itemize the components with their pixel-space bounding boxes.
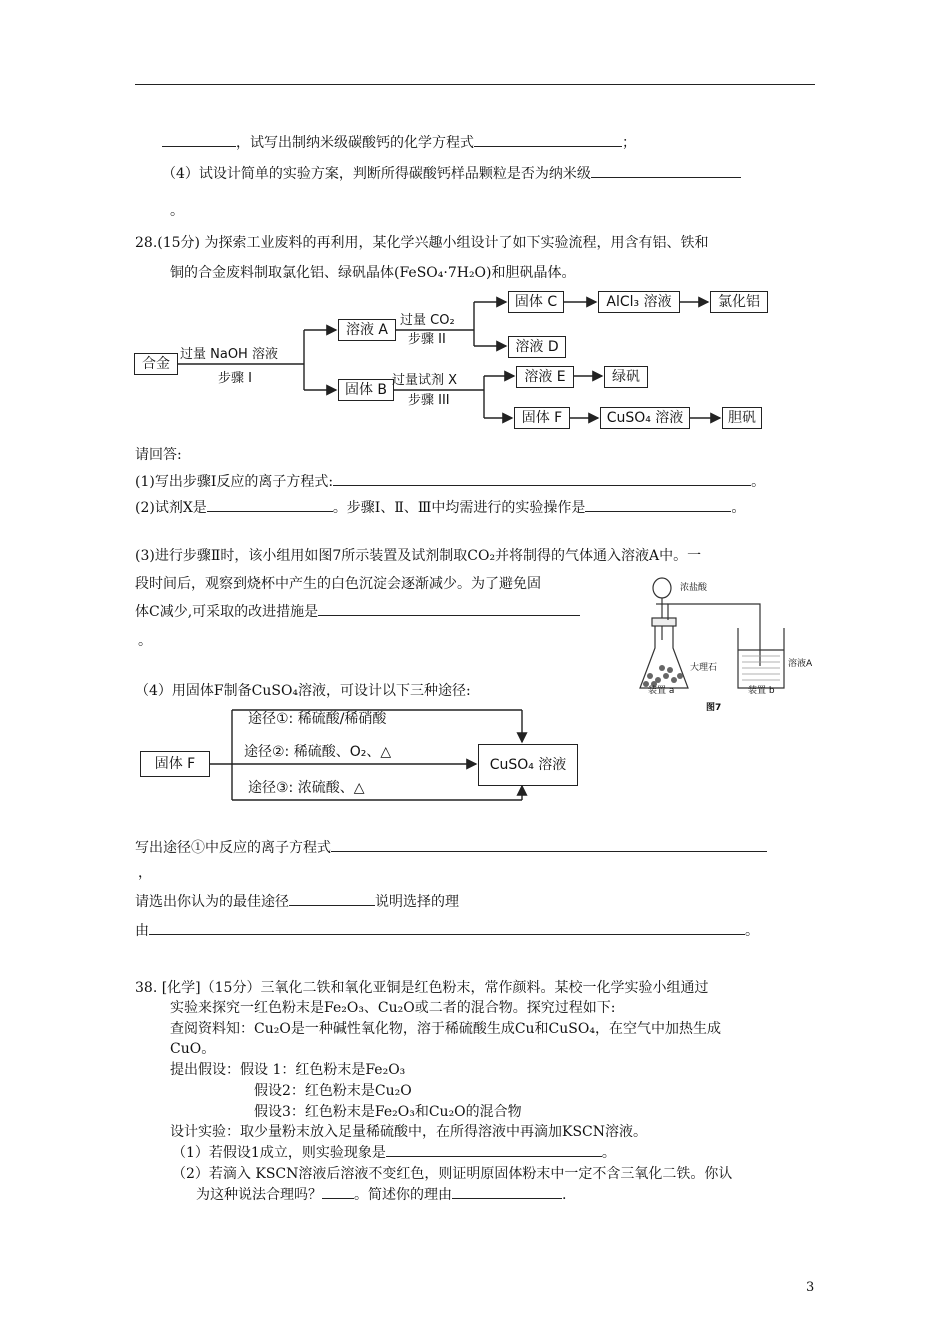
page-number: 3 — [806, 1280, 815, 1295]
step1-reagent: 过量 NaOH 溶液 — [180, 347, 278, 362]
marble-label: 大理石 — [690, 663, 718, 673]
q28-comma: ， — [138, 865, 152, 881]
q28-sub3-line4: 。 — [138, 633, 152, 649]
answer-blank[interactable] — [318, 602, 580, 616]
q28-reason: 由 。 — [135, 923, 759, 939]
q38-line4: CuO。 — [170, 1041, 216, 1057]
solution-d-box: 溶液 D — [508, 336, 566, 358]
q28-sub3-line3: 体C减少,可采取的改进措施是 — [135, 601, 580, 621]
q28-sub3-line2: 段时间后，观察到烧杯中产生的白色沉淀会逐渐减少。为了避免固 — [135, 576, 541, 592]
route2-label: 途径②: 稀硫酸、O₂、△ — [244, 744, 392, 760]
answer-blank[interactable] — [585, 498, 731, 512]
q38-line10: （2）若滴入 KSCN溶液后溶液不变红色，则证明原固体粉末中一定不含三氧化二铁。你认 — [172, 1166, 733, 1182]
routes-cuso4-box: CuSO₄ 溶液 — [478, 744, 578, 786]
answer-blank[interactable] — [207, 498, 333, 512]
solution-a-box: 溶液 A — [338, 319, 396, 341]
device-b-label: 装置 b — [748, 686, 775, 696]
answer-blank[interactable] — [452, 1185, 562, 1199]
q38-line8: 设计实验：取少量粉末放入足量稀硫酸中，在所得溶液中再滴加KSCN溶液。 — [170, 1124, 648, 1140]
q38-line9: （1）若假设1成立，则实验现象是 。 — [172, 1145, 616, 1161]
q28-sub1: (1)写出步骤Ⅰ反应的离子方程式: 。 — [135, 474, 766, 490]
answer-blank[interactable] — [331, 838, 767, 852]
q38-line1: 38. [化学]（15分）三氧化二铁和氧化亚铜是红色粉末，常作颜料。某校一化学实验小组通过 — [135, 980, 709, 996]
device-a-label: 装置 a — [648, 686, 675, 696]
answer-blank[interactable] — [149, 921, 745, 935]
solution-a-label: 溶液A — [788, 659, 813, 669]
alcl3-solution-box: AlCl₃ 溶液 — [598, 291, 680, 313]
answer-blank[interactable] — [386, 1143, 602, 1157]
q38-line7: 假设3：红色粉末是Fe₂O₃和Cu₂O的混合物 — [254, 1104, 522, 1120]
route3-label: 途径③: 浓硫酸、△ — [248, 780, 365, 796]
q28-line2: 铜的合金废料制取氯化铝、绿矾晶体(FeSO₄·7H₂O)和胆矾晶体。 — [170, 265, 576, 281]
green-vitriol-box: 绿矾 — [604, 366, 648, 388]
q38-line2: 实验来探究一红色粉末是Fe₂O₃、Cu₂O或二者的混合物。探究过程如下: — [170, 1000, 616, 1016]
aluminum-chloride-box: 氯化铝 — [710, 291, 768, 313]
q28-line1: 28.(15分) 为探索工业废料的再利用，某化学兴趣小组设计了如下实验流程，用含有铝、铁和 — [135, 235, 709, 251]
step3-reagent: 过量试剂 X — [392, 373, 458, 388]
solid-f-box: 固体 F — [514, 407, 570, 429]
q38-line11: 为这种说法合理吗？ 。简述你的理由 . — [196, 1187, 567, 1203]
solid-b-box: 固体 B — [338, 379, 394, 401]
hcl-label: 浓盐酸 — [680, 583, 708, 593]
q38-line5: 提出假设：假设 1：红色粉末是Fe₂O₃ — [170, 1062, 406, 1078]
q38-line6: 假设2：红色粉末是Cu₂O — [254, 1083, 412, 1099]
q28-best-route: 请选出你认为的最佳途径 说明选择的理 — [135, 894, 459, 910]
figure7-caption: 图7 — [706, 703, 722, 713]
please-answer: 请回答: — [135, 447, 182, 463]
q27-line2: （4）试设计简单的实验方案，判断所得碳酸钙样品颗粒是否为纳米级 — [162, 163, 741, 183]
routes-solid-f-box: 固体 F — [140, 751, 210, 777]
answer-blank[interactable] — [322, 1185, 354, 1199]
answer-blank[interactable] — [289, 892, 375, 906]
step2-label: 步骤 II — [408, 332, 446, 347]
q38-line3: 查阅资料知：Cu₂O是一种碱性氧化物，溶于稀硫酸生成Cu和CuSO₄，在空气中加热生成 — [170, 1021, 721, 1037]
solid-c-box: 固体 C — [508, 291, 564, 313]
cuso4-solution-box: CuSO₄ 溶液 — [600, 407, 690, 429]
q28-sub2: (2)试剂X是 。步骤Ⅰ、Ⅱ、Ⅲ中均需进行的实验操作是 。 — [135, 500, 746, 516]
q27-line3: 。 — [170, 203, 184, 219]
alloy-box: 合金 — [134, 353, 178, 375]
step1-label: 步骤 I — [218, 371, 252, 386]
q28-write-eq: 写出途径①中反应的离子方程式 — [135, 837, 767, 857]
solution-e-box: 溶液 E — [516, 366, 574, 388]
answer-blank[interactable] — [333, 472, 751, 486]
step2-reagent: 过量 CO₂ — [400, 313, 455, 328]
route1-label: 途径①: 稀硫酸/稀硝酸 — [248, 711, 387, 727]
step3-label: 步骤 III — [408, 393, 450, 408]
q28-sub3-line1: (3)进行步骤Ⅱ时，该小组用如图7所示装置及试剂制取CO₂并将制得的气体通入溶液A中。一 — [135, 548, 702, 564]
q27-line1: ，试写出制纳米级碳酸钙的化学方程式 ； — [162, 132, 636, 152]
blue-vitriol-box: 胆矾 — [722, 407, 762, 429]
q28-sub4: （4）用固体F制备CuSO₄溶液，可设计以下三种途径: — [135, 683, 471, 699]
